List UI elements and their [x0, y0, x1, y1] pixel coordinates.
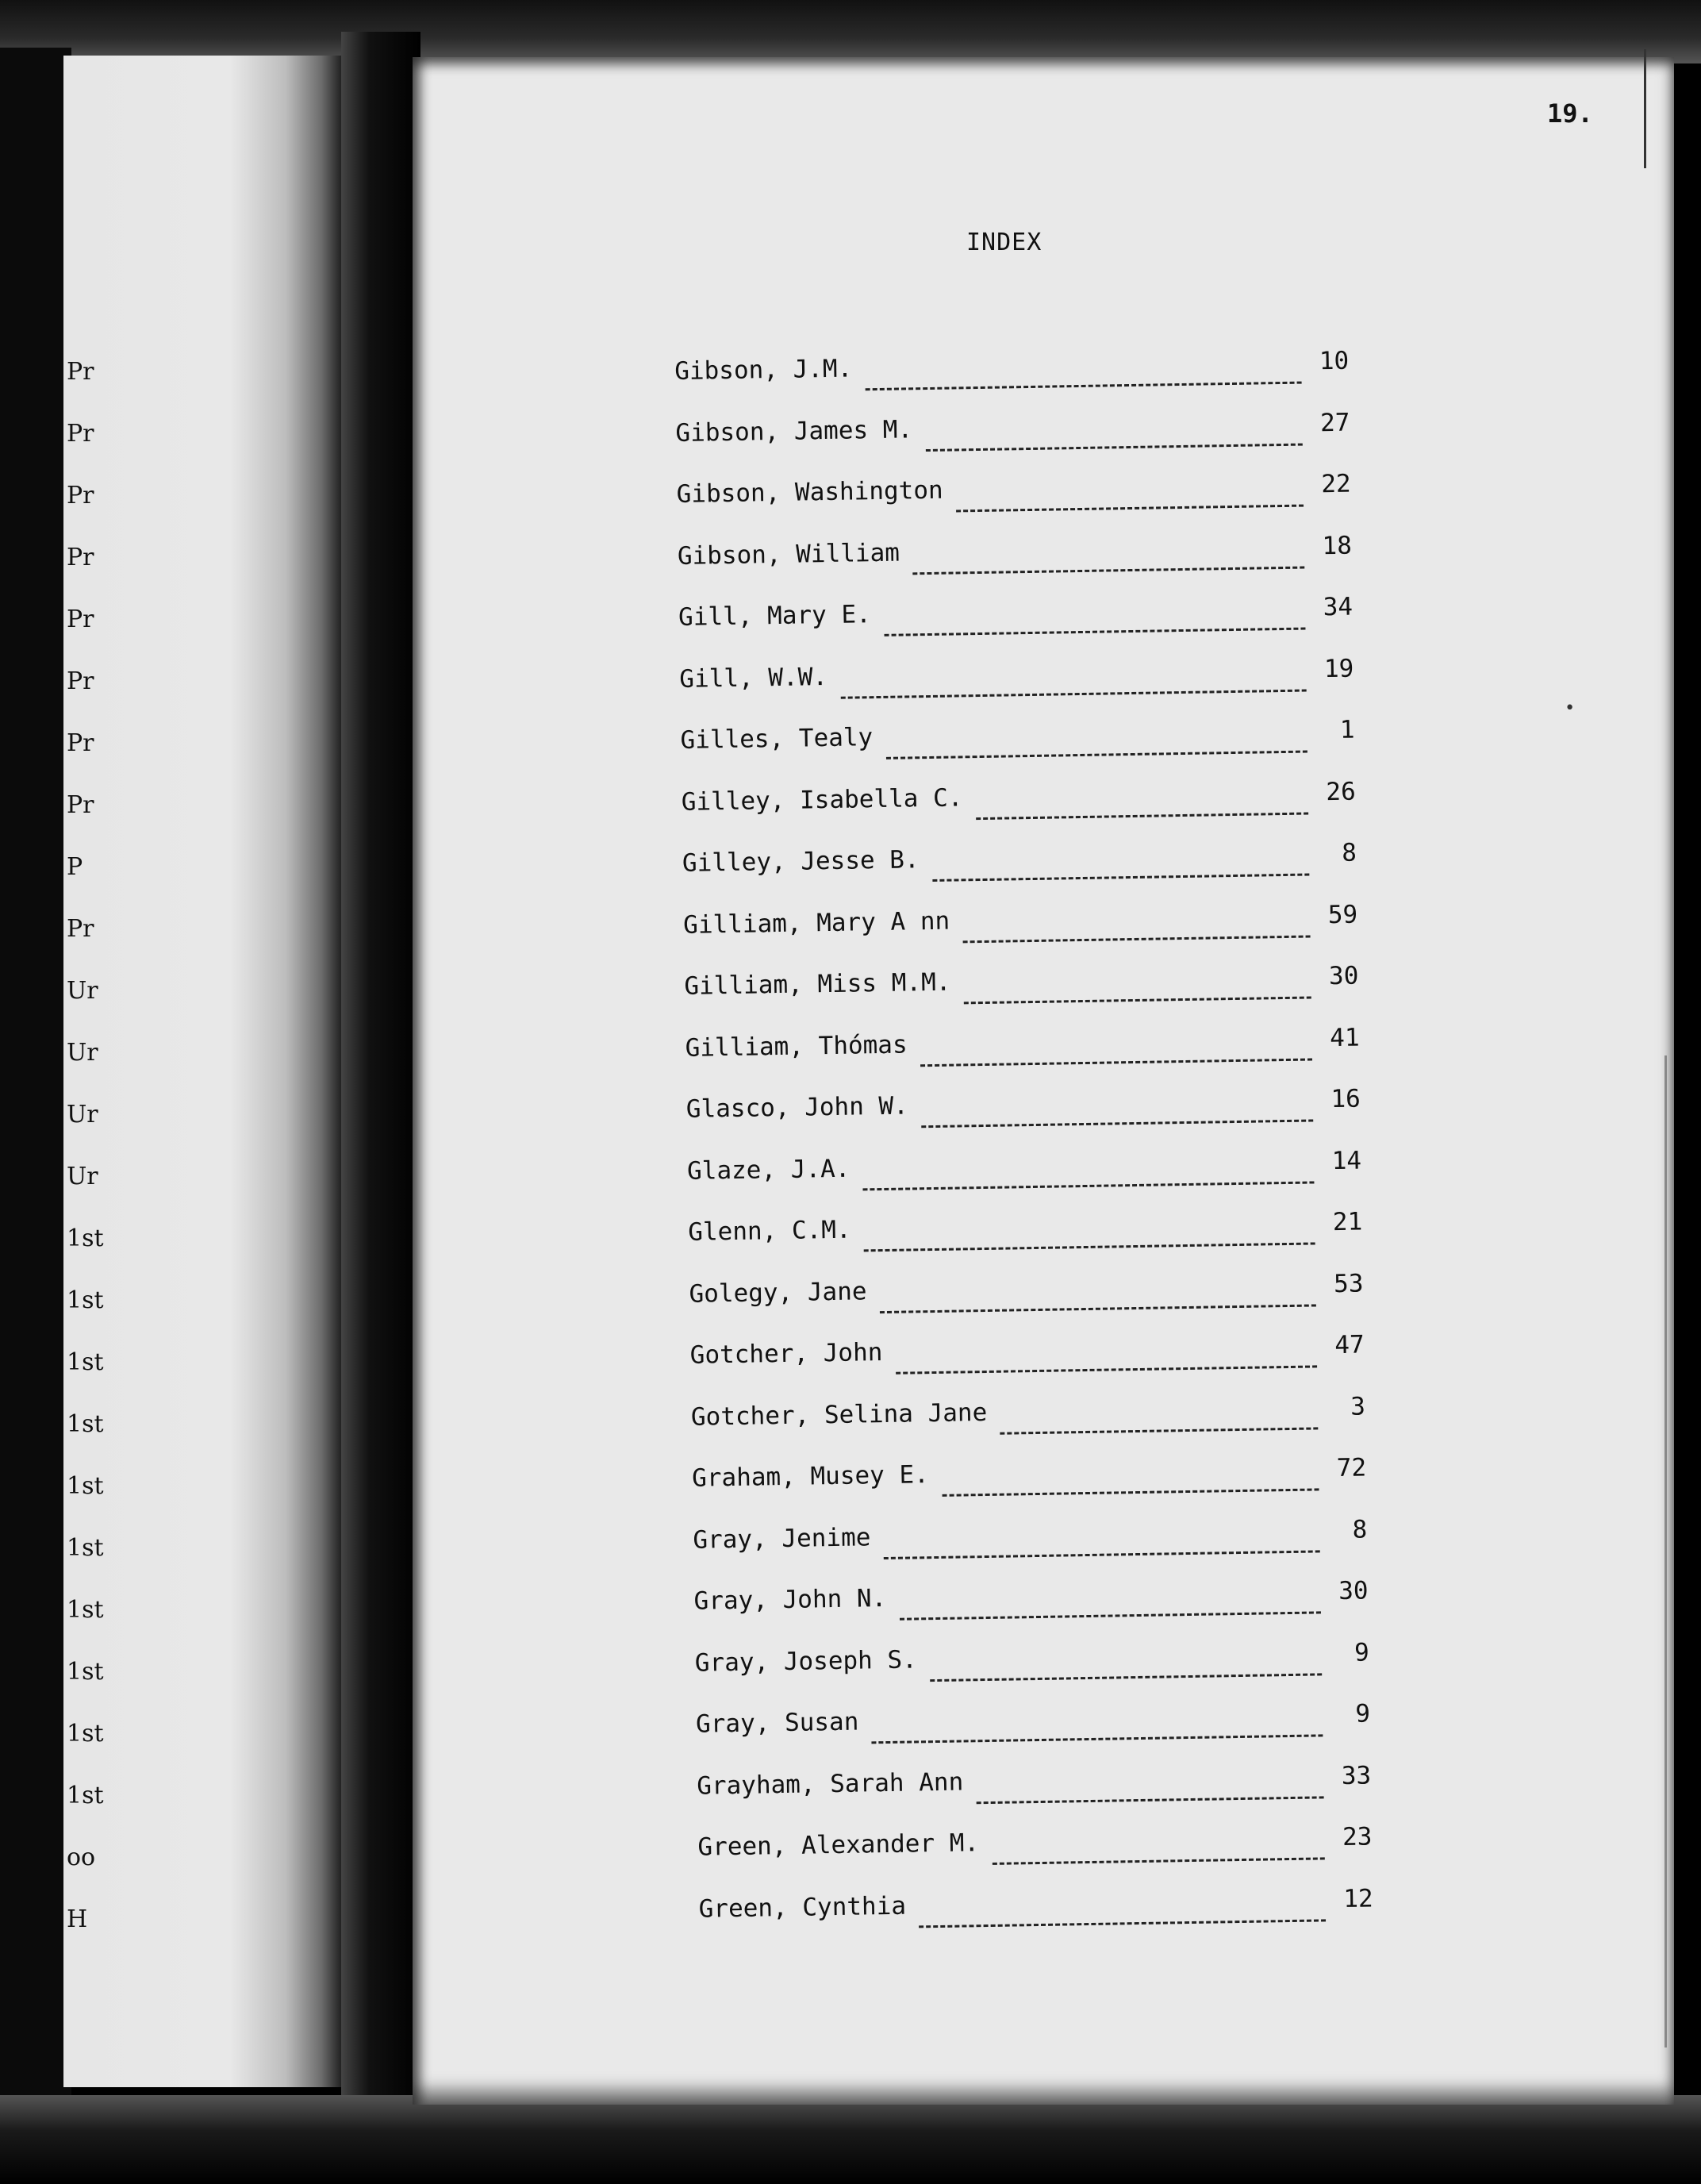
dot-leader — [884, 628, 1305, 636]
index-entry — [686, 1085, 1361, 1157]
entry-page-number: 26 — [1326, 777, 1356, 806]
index-entry — [674, 347, 1350, 419]
dot-leader — [976, 812, 1308, 820]
facing-page-mark: Pr — [67, 606, 94, 633]
index-entry — [698, 1884, 1373, 1956]
dot-leader — [900, 1612, 1321, 1621]
index-entry — [680, 716, 1355, 788]
entry-page-number: 10 — [1319, 346, 1350, 376]
facing-page-mark: Ur — [67, 1039, 98, 1067]
facing-page-mark: Pr — [67, 358, 94, 386]
entry-page-number: 33 — [1341, 1760, 1372, 1790]
entry-name: Gray, John N. — [693, 1583, 887, 1616]
entry-page-number: 16 — [1330, 1084, 1361, 1114]
entry-page-number: 59 — [1327, 900, 1358, 929]
index-entry — [678, 531, 1353, 603]
facing-page-mark: 1st — [67, 1534, 104, 1562]
index-entry — [689, 1269, 1364, 1341]
page-number: 19. — [1547, 98, 1593, 129]
facing-page-mark: Pr — [67, 667, 94, 695]
dot-leader — [963, 935, 1311, 943]
page-edge-line — [1644, 49, 1646, 168]
facing-page-mark: P — [67, 853, 83, 881]
entry-name: Gibson, Washington — [676, 475, 943, 509]
index-entry — [692, 1453, 1367, 1525]
page-edge-line — [1665, 1055, 1667, 2048]
dot-leader — [1000, 1427, 1319, 1434]
entry-page-number: 22 — [1321, 469, 1351, 499]
facing-page-mark: H — [67, 1905, 88, 1933]
facing-page-mark: 1st — [67, 1720, 104, 1748]
facing-page-mark: Pr — [67, 544, 94, 571]
index-entry — [697, 1761, 1372, 1833]
entry-name: Gibson, William — [677, 538, 900, 571]
index-entry — [682, 777, 1357, 849]
index-entry — [688, 1208, 1363, 1280]
index-entry — [697, 1822, 1373, 1894]
entry-name: Glenn, C.M. — [688, 1215, 851, 1247]
index-entry — [693, 1576, 1369, 1648]
dot-leader — [896, 1366, 1317, 1375]
index-entry — [682, 839, 1357, 911]
entry-name: Gilliam, Miss M.M. — [684, 967, 951, 1001]
dot-leader — [863, 1181, 1315, 1190]
entry-page-number: 9 — [1355, 1699, 1371, 1728]
dot-leader — [956, 505, 1304, 513]
entry-page-number: 34 — [1323, 592, 1354, 622]
facing-page-mark: 1st — [67, 1225, 104, 1252]
entry-page-number: 14 — [1331, 1146, 1362, 1175]
entry-name: Gilley, Isabella C. — [681, 782, 963, 817]
entry-name: Green, Alexander M. — [697, 1828, 980, 1862]
dot-leader — [866, 382, 1302, 391]
dot-leader — [977, 1796, 1324, 1804]
entry-page-number: 21 — [1332, 1207, 1363, 1237]
dot-leader — [884, 1550, 1320, 1559]
dot-leader — [932, 874, 1309, 882]
scan-bottom-border — [0, 2095, 1701, 2184]
left-binding-shadow — [0, 48, 71, 2127]
entry-page-number: 53 — [1333, 1269, 1364, 1298]
entry-name: Gilley, Jesse B. — [682, 845, 920, 878]
facing-page-mark: 1st — [67, 1348, 104, 1376]
book-gutter — [341, 32, 420, 2143]
index-entry — [679, 654, 1354, 726]
dot-leader — [921, 1120, 1313, 1129]
dot-leader — [992, 1858, 1324, 1866]
dot-leader — [912, 566, 1304, 575]
entry-page-number: 27 — [1319, 408, 1350, 437]
index-entry — [685, 1023, 1360, 1095]
index-entry — [693, 1515, 1368, 1587]
dot-leader — [925, 443, 1302, 451]
entry-name: Gill, Mary E. — [678, 600, 872, 632]
dot-leader — [920, 1058, 1312, 1067]
index-entry — [683, 900, 1358, 972]
entry-name: Gilliam, Thómas — [685, 1029, 908, 1063]
index-entry — [684, 962, 1359, 1034]
entry-name: Gray, Jenime — [693, 1522, 871, 1555]
entry-name: Gray, Susan — [695, 1707, 859, 1739]
entry-name: Graham, Musey E. — [691, 1460, 930, 1493]
dot-leader — [930, 1673, 1322, 1682]
entry-page-number: 8 — [1341, 838, 1357, 867]
entry-name: Gibson, J.M. — [674, 354, 853, 386]
facing-page-mark: Ur — [67, 1163, 98, 1190]
entry-name: Gill, W.W. — [679, 662, 828, 694]
index-entry — [675, 408, 1350, 480]
index-entry — [676, 470, 1351, 542]
dot-leader — [880, 1304, 1316, 1313]
index-entry — [678, 593, 1354, 665]
facing-page-mark: 1st — [67, 1286, 104, 1314]
dot-leader — [886, 751, 1307, 759]
facing-page-mark: oo — [67, 1844, 96, 1871]
entry-name: Gray, Joseph S. — [694, 1644, 918, 1678]
facing-page-marks — [67, 341, 114, 1951]
entry-page-number: 23 — [1342, 1822, 1373, 1852]
entry-page-number: 30 — [1338, 1576, 1369, 1606]
facing-page-mark: 1st — [67, 1782, 104, 1809]
facing-page-mark: Ur — [67, 977, 98, 1005]
entry-page-number: 72 — [1336, 1453, 1367, 1483]
scan-top-border — [0, 0, 1701, 63]
entry-name: Glaze, J.A. — [686, 1154, 850, 1186]
stray-mark: • — [1565, 698, 1576, 718]
facing-page-mark: 1st — [67, 1658, 104, 1686]
entry-page-number: 12 — [1343, 1883, 1373, 1913]
index-entry — [696, 1699, 1371, 1771]
facing-page-mark: 1st — [67, 1596, 104, 1624]
facing-page-mark: Pr — [67, 915, 94, 943]
entry-page-number: 47 — [1334, 1330, 1365, 1360]
entry-name: Gotcher, Selina Jane — [690, 1398, 988, 1432]
facing-page-mark: Pr — [67, 791, 94, 819]
index-entry — [695, 1638, 1370, 1710]
entry-page-number: 1 — [1339, 715, 1355, 744]
entry-name: Green, Cynthia — [698, 1891, 907, 1924]
facing-page-mark: Ur — [67, 1101, 98, 1129]
entry-page-number: 19 — [1323, 654, 1354, 683]
entry-name: Gilles, Tealy — [680, 723, 874, 755]
entry-name: Gilliam, Mary A nn — [682, 906, 950, 940]
dot-leader — [840, 689, 1306, 698]
entry-page-number: 18 — [1322, 531, 1353, 560]
facing-page-mark: Pr — [67, 729, 94, 757]
facing-page-mark: Pr — [67, 482, 94, 509]
dot-leader — [864, 1243, 1315, 1252]
dot-leader — [919, 1919, 1326, 1928]
index-entry — [689, 1330, 1365, 1402]
entry-page-number: 41 — [1329, 1023, 1360, 1052]
entry-page-number: 3 — [1350, 1391, 1366, 1421]
entry-page-number: 30 — [1328, 961, 1359, 991]
dot-leader — [942, 1489, 1319, 1497]
entry-name: Gibson, James M. — [675, 414, 913, 448]
index-list — [674, 347, 1374, 1956]
entry-name: Gotcher, John — [689, 1338, 883, 1370]
index-entry — [687, 1146, 1362, 1218]
facing-page-mark: Pr — [67, 420, 94, 448]
entry-page-number: 8 — [1352, 1514, 1368, 1544]
facing-page-mark: 1st — [67, 1410, 104, 1438]
dot-leader — [872, 1735, 1323, 1744]
page-title: INDEX — [966, 229, 1042, 256]
entry-name: Grayham, Sarah Ann — [696, 1767, 964, 1801]
dot-leader — [964, 997, 1311, 1005]
entry-name: Golegy, Jane — [689, 1276, 867, 1309]
entry-name: Glasco, John W. — [685, 1091, 909, 1124]
facing-page-mark: 1st — [67, 1472, 104, 1500]
index-entry — [691, 1392, 1366, 1464]
entry-page-number: 9 — [1354, 1637, 1370, 1667]
